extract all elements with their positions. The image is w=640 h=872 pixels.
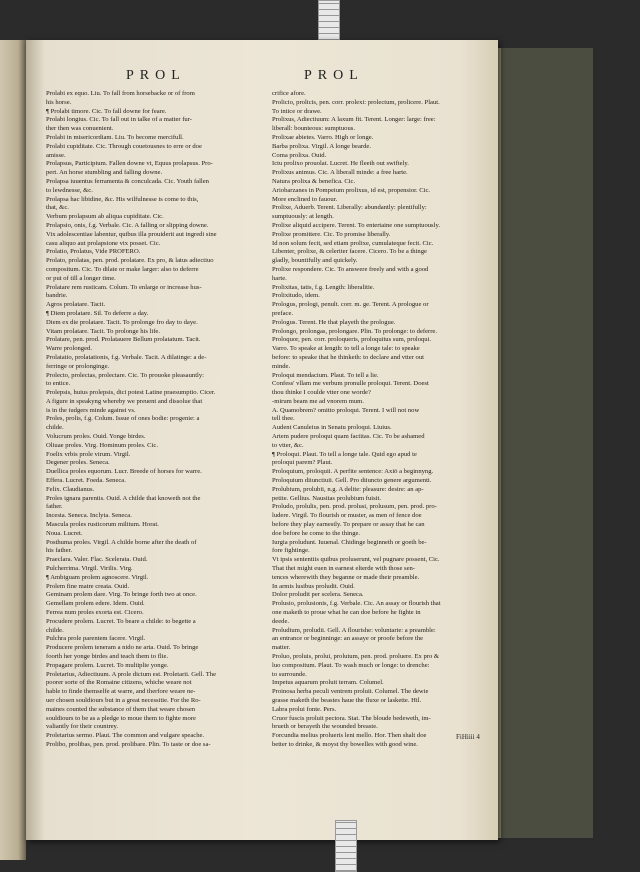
text-line: fore fightinge. bbox=[272, 547, 310, 555]
text-line: Natura prolixa & benefica. Cic. bbox=[272, 177, 356, 185]
left-column bbox=[46, 90, 262, 750]
text-line: tences wherewith they beganne or made their preamble. bbox=[272, 573, 420, 581]
text-line: Prolabi ex equo. Liu. To fall from horsebacke or of from bbox=[46, 90, 195, 97]
text-line: doe before he come to the thinge. bbox=[272, 529, 361, 537]
text-line: harte. bbox=[272, 274, 287, 282]
text-line: Verbum prolapsum ab aliqua cupiditate. Cic. bbox=[46, 213, 164, 221]
text-line: Forcundia melius prolueris leni mello. Hor. Then shalt doe bbox=[272, 732, 427, 740]
text-line: Procudere prolem. Lucret. To beare a childe: to begette a bbox=[46, 617, 196, 625]
text-line: Prolatare rem rusticam. Colum. To enlarge or increase hus- bbox=[46, 283, 202, 291]
signature-mark: FiHiiii 4 bbox=[456, 733, 480, 741]
text-line: Proluo, proluis, prolui, prolutum, pen. prod. proluere. Ex pro & bbox=[272, 653, 440, 660]
text-line: Praeclara. Valer. Flac. Scelerata. Ouid. bbox=[46, 556, 148, 564]
text-line: Prolongo, prolongas, prolongare. Plin. To prolonge: to deferre. bbox=[272, 327, 437, 335]
text-line: Pulchra prole parentem facere. Virgil. bbox=[46, 635, 146, 643]
text-line: ¶ Ambiguam prolem agnoscere. Virgil. bbox=[46, 573, 149, 581]
text-line: that, &c. bbox=[46, 204, 69, 212]
text-line: Proinosa herba peculi ventrem proluit. Columel. The dewie bbox=[272, 688, 429, 696]
text-line: bandrie. bbox=[46, 292, 68, 300]
text-line: ther then was conuenient. bbox=[46, 125, 114, 133]
text-line: Proludo, prolulis, pen. prod. prolusi, prolusum, pen. prod. pro- bbox=[272, 503, 437, 511]
text-line: Volucrum proles. Ouid. Yonge birdes. bbox=[46, 433, 146, 441]
text-line: Prolixus animus. Cic. A liberall minde: a free harte. bbox=[272, 169, 408, 177]
text-line: Prolibo, prolibas, pen. prod. prolibare. Plin. To taste or doe sa- bbox=[46, 740, 211, 748]
text-line: Geminam prolem dare. Virg. To bringe forth two at once. bbox=[46, 591, 197, 599]
text-line: Diem ex die prolatare. Tacit. To prolonge fro day to daye. bbox=[46, 318, 198, 326]
text-line: Prolabi longius. Cic. To fall out in talke of a matter fur- bbox=[46, 116, 192, 124]
text-line: Impetus aquarum proluit terram. Columel. bbox=[272, 679, 384, 687]
text-line: Ferrea num proles exorta est. Cicero. bbox=[46, 609, 144, 617]
text-line: deede. bbox=[272, 617, 290, 625]
text-line: Prolepsis, huius prolepsis, dici potest Latine praesumptio. Cicer. bbox=[46, 389, 216, 397]
text-line: Propagare prolem. Lucret. To multiplie yonge. bbox=[46, 661, 169, 669]
text-line: Agros prolatare. Tacit. bbox=[46, 301, 106, 309]
text-line: Felix. Claudianus. bbox=[46, 485, 95, 493]
text-line: poorer sorte of the Romaine citizens, whiche weare not bbox=[46, 679, 192, 687]
text-line: Prolusio, prolusionis, f.g. Verbale. Cic. An assay or flourish that bbox=[272, 600, 441, 608]
text-line: Proles, prolis, f.g. Colum. Issue of ones bodie: progenie: a bbox=[46, 415, 200, 423]
text-line: Ictu prolixo prouolat. Lucret. He fleeth out swiftely. bbox=[272, 160, 409, 168]
text-line: Barba prolixa. Virgil. A longe bearde. bbox=[272, 142, 371, 150]
text-line: souldiours to be as a pledge to moue them to fighte more bbox=[46, 714, 196, 722]
text-line: Degener proles. Seneca. bbox=[46, 459, 110, 467]
text-line: Duellica proles equorum. Lucr. Breede of horses for warre. bbox=[46, 468, 202, 476]
text-line: Effera. Lucret. Foeda. Seneca. bbox=[46, 477, 126, 485]
text-line: one maketh to proue what he can doe before he fighte in bbox=[272, 609, 421, 617]
text-line: Prolapsa hac libidine, &c. His wilfulnesse is come to this, bbox=[46, 195, 199, 203]
text-line: Prolixe respondere. Cic. To answere freely and with a good bbox=[272, 265, 429, 273]
text-line: ferringe or prolonginge. bbox=[46, 362, 110, 370]
text-line: proloqui parem? Plaut. bbox=[272, 459, 333, 467]
text-line: better to drinke, & moyst thy bowelles with good wine. bbox=[272, 740, 418, 748]
text-line: Prolixae abietes. Varro. High or longe. bbox=[272, 133, 374, 141]
text-line: Pulcherrima. Virgil. Virilis. Virg. bbox=[46, 565, 133, 573]
text-line: father. bbox=[46, 503, 63, 511]
text-line: or put of till a longer time. bbox=[46, 274, 116, 282]
left-page-edge bbox=[0, 40, 26, 860]
text-line: childe. bbox=[46, 626, 64, 634]
text-line: thou thinke I coulde vtter one worde? bbox=[272, 389, 371, 397]
text-line: Prolixus, Adiectiuum: A laxum fit. Terent. Longer: large: free: bbox=[272, 116, 436, 124]
text-line: hable to finde themselfe at warre, and therfore weare ne- bbox=[46, 688, 196, 696]
text-line: Prolapsio, onis, f.g. Verbale. Cic. A falling or slipping downe. bbox=[46, 221, 209, 229]
text-line: maines counted the substance of them that weare chosen bbox=[46, 705, 196, 713]
text-line: Producere prolem teneram a nido ne arta. Ouid. To bringe bbox=[46, 644, 199, 652]
text-line: Vix adolescentiae labentur, quibus illa prouiderit aut ingredi sine bbox=[46, 230, 217, 238]
text-line: Warre prolonged. bbox=[46, 345, 92, 353]
text-line: before: to speake that he thinketh: to declare and vtter out bbox=[272, 353, 424, 361]
text-line: Prolixitudo, idem. bbox=[272, 292, 320, 300]
text-line: Proletarius, Adiectiuum. A prole dictum est. Proletarii. Gell. The bbox=[46, 670, 217, 678]
text-line: Ariobarzanes in Pompeium prolixus, id est, propensior. Cic. bbox=[272, 186, 431, 194]
text-line: More enclined to fauour. bbox=[272, 195, 338, 203]
text-line: gladly, bountifully and quickely. bbox=[272, 257, 358, 265]
text-line: to lewdnesse, &c. bbox=[46, 186, 93, 194]
text-line: Id non solum fecit, sed etiam prolixe, cumulateque fecit. Cic. bbox=[272, 239, 434, 247]
text-line: Prolixe promittere. Cic. To promise liberally. bbox=[272, 230, 391, 238]
text-line: Prolixe, Aduerb. Terent. Liberally: abundantly: plentifully: bbox=[272, 204, 427, 212]
text-line: ¶ Proloqui. Plaut. To tell a longe tale. Quid ego apud te bbox=[272, 450, 417, 458]
text-line: tell thee. bbox=[272, 415, 295, 423]
text-line: to vtter, &c. bbox=[272, 441, 304, 449]
scale-ruler-bottom bbox=[335, 820, 357, 872]
text-line: foorth her yonge birdes and teach them to flie. bbox=[46, 653, 169, 660]
text-line: Prolato, prolatas, pen. prod. prolatare. Ex pro, & latus adiectiuo bbox=[46, 257, 214, 265]
text-line: an entrance or beginninge: an assaye or proofe before the bbox=[272, 635, 424, 643]
text-line: Proludium, proludii. Gell. A flourishe: voluntarie: a preamble: bbox=[272, 626, 436, 634]
text-line: A. Quamobrem? omitto proloqui. Terent. I will not now bbox=[272, 406, 420, 414]
text-line: ¶ Prolabi timore. Cic. To fall downe for feare. bbox=[46, 107, 167, 115]
text-line: Foelix vrbis prole virum. Virgil. bbox=[46, 450, 131, 458]
text-line: Prolecto, prolectas, prolectare. Cic. To prouoke pleasauntly: bbox=[46, 371, 204, 379]
text-line: Proloquium diiunctiuii. Gell. Pro diiuncto genere argumenti. bbox=[272, 477, 432, 485]
text-line: minde. bbox=[272, 362, 291, 370]
text-line: preface. bbox=[272, 309, 294, 317]
text-line: Prolixe aliquid accipere. Terent. To entertaine one sumptuously. bbox=[272, 221, 440, 229]
text-line: childe. bbox=[46, 424, 64, 432]
text-line: sumptuously: at length. bbox=[272, 213, 334, 221]
text-line: Proloquor, pen. corr. proloqueris, proloquitus sum, proloqui. bbox=[272, 336, 432, 344]
text-line: Varro. To speake at length: to tell a longe tale: to speake bbox=[272, 345, 420, 353]
text-line: Iurgia proludunt. Iuuenal. Chidinge beginneth or goeth be- bbox=[272, 538, 427, 546]
text-line: amisse. bbox=[46, 151, 66, 159]
text-line: Labra prolui fonte. Pers. bbox=[272, 705, 337, 713]
text-line: compositum. Cic. To dilate or make larger: also to deferre bbox=[46, 265, 199, 273]
text-line: Prolatare, pen. prod. Prolatauere Bellum prolatatum. Tacit. bbox=[46, 336, 201, 344]
text-line: uer chosen souldiours but in a great necessitie. For the Ro- bbox=[46, 696, 201, 704]
text-line: -mirum beam me ad vnorem mum. bbox=[272, 397, 364, 405]
text-line: Prolatatio, prolatationis, f.g. Verbale. Tacit. A dilatinge: a de- bbox=[46, 353, 207, 361]
text-line: brueth or berayeth the wounded breaste. bbox=[272, 723, 378, 731]
text-line: Coma prolixa. Ouid. bbox=[272, 151, 327, 159]
text-line: to entice. bbox=[46, 380, 71, 388]
text-line: Audent Canuleius in Senatu proloqui. Liuius. bbox=[272, 424, 392, 432]
running-header-right: PROL bbox=[304, 68, 364, 83]
text-line: Prolabi in misericordiam. Liu. To become mercifull. bbox=[46, 133, 184, 141]
text-line: valiantly for their countrey. bbox=[46, 723, 119, 731]
running-header-left: PROL bbox=[126, 68, 186, 83]
text-line: Posthuma proles. Virgil. A childe borne after the death of bbox=[46, 538, 197, 546]
text-line: Cruor fuscis proluit pectora. Stat. The bloude bedeweth, im- bbox=[272, 714, 431, 722]
text-line: That thei might euen in earnest elterde with those sen- bbox=[272, 565, 416, 573]
text-line: Prolem fine matre creata. Ouid. bbox=[46, 582, 130, 590]
text-line: Prolicio, prolicis, pen. corr. prolexi: prolectum, prolicere. Plaut. bbox=[272, 98, 440, 106]
text-line: A figure in speakyng whereby we preuent and dissolue that bbox=[46, 397, 203, 405]
text-line: Artem pudere proloqui quam factitas. Cic. To be ashamed bbox=[272, 433, 425, 441]
text-line: luo compositum. Plaut. To wash much or longe: to drenche: bbox=[272, 661, 430, 669]
text-line: petite. Gellius. Nausitas prolubium fuisit. bbox=[272, 494, 381, 502]
right-column bbox=[272, 90, 488, 750]
book-page-edges bbox=[498, 48, 593, 838]
text-line: Prolapsus, Participium. Fallen downe vt, Equus prolapsus. Pro- bbox=[46, 160, 213, 168]
text-line: Prolatio, Prolatus, Vide PROFERO. bbox=[46, 248, 141, 256]
text-line: To intice or drawe. bbox=[272, 107, 322, 115]
text-line: matter. bbox=[272, 644, 291, 652]
text-line: ¶ Diem prolatare. Sil. To deferre a day. bbox=[46, 309, 149, 317]
text-line: Proletarius sermo. Plaut. The common and vulgare speache. bbox=[46, 732, 205, 740]
text-line: Vt ipsis sententiis quibus proluserunt, vel pugnare possent, Cic. bbox=[272, 556, 440, 564]
text-line: Proloqui mendacium. Plaut. To tell a lie. bbox=[272, 371, 379, 379]
text-line: ludere. Virgil. To flourish or muster, as men of fence doe bbox=[272, 512, 422, 520]
text-line: his horse. bbox=[46, 98, 72, 106]
text-line: Prolubium, prolubii, n.g. A delite: pleasure: desire: an ap- bbox=[272, 485, 424, 493]
text-line: Proles ignara parentis. Ouid. A childe that knoweth not the bbox=[46, 494, 201, 502]
text-line: In armis lusibus proludit. Ouid. bbox=[272, 582, 355, 590]
text-line: before they play earnestly. To prepare or assay that he can bbox=[272, 521, 425, 529]
text-line: Prologus, prologi, penult. corr. m. ge. Terent. A prologue or bbox=[272, 301, 429, 309]
text-line: liberall: bounteous: sumptuous. bbox=[272, 125, 355, 133]
text-line: grasse maketh the beastes haue the fluxe or laskette. Hil. bbox=[272, 696, 422, 704]
text-line: Gemellam prolem edere. Idem. Ouid. bbox=[46, 600, 145, 608]
text-line: Prolapsa iuuentus ferramenta & conculcada. Cic. Youth fallen bbox=[46, 177, 209, 185]
text-line: Incesta. Seneca. Inclyta. Seneca. bbox=[46, 512, 132, 520]
text-line: is in the iudgers minde against vs. bbox=[46, 406, 136, 414]
text-line: Proloquium, proloquii. A perfite sentence: Axiō a beginnyng. bbox=[272, 468, 434, 476]
text-line: Dolor proludit per scelera. Seneca. bbox=[272, 591, 364, 599]
text-line: his father. bbox=[46, 547, 73, 555]
text-line: Prolixitas, tatis, f.g. Length: liberalitie. bbox=[272, 283, 375, 291]
text-line: Prolabi cupiditate. Cic. Through couetousnes to erre or doe bbox=[46, 142, 202, 150]
text-line: Prologus. Terent. He that playeth the prologue. bbox=[272, 318, 396, 326]
text-line: Mascula proles rusticorum militum. Horat. bbox=[46, 521, 159, 529]
text-line: Vitam prolatare. Tacit. To prolonge his life. bbox=[46, 327, 160, 335]
text-line: Confess' vllam me verbum pronulle proloqui. Terent. Doest bbox=[272, 380, 429, 388]
text-line: casu aliquo aut prolapsione vix posset. Cic. bbox=[46, 239, 161, 247]
text-line: Oliuae proles. Virg. Hominum proles. Cic. bbox=[46, 441, 158, 449]
text-line: Libenter, prolixe, & celeriter facere. Cicero. To be a thinge bbox=[272, 248, 427, 256]
text-line: pert. An horse stumbling and falling downe. bbox=[46, 169, 163, 177]
text-line: Noua. Lucret. bbox=[46, 529, 83, 537]
text-line: crifice afore. bbox=[272, 90, 306, 97]
text-line: to surrounde. bbox=[272, 670, 307, 678]
book-page bbox=[26, 40, 498, 840]
